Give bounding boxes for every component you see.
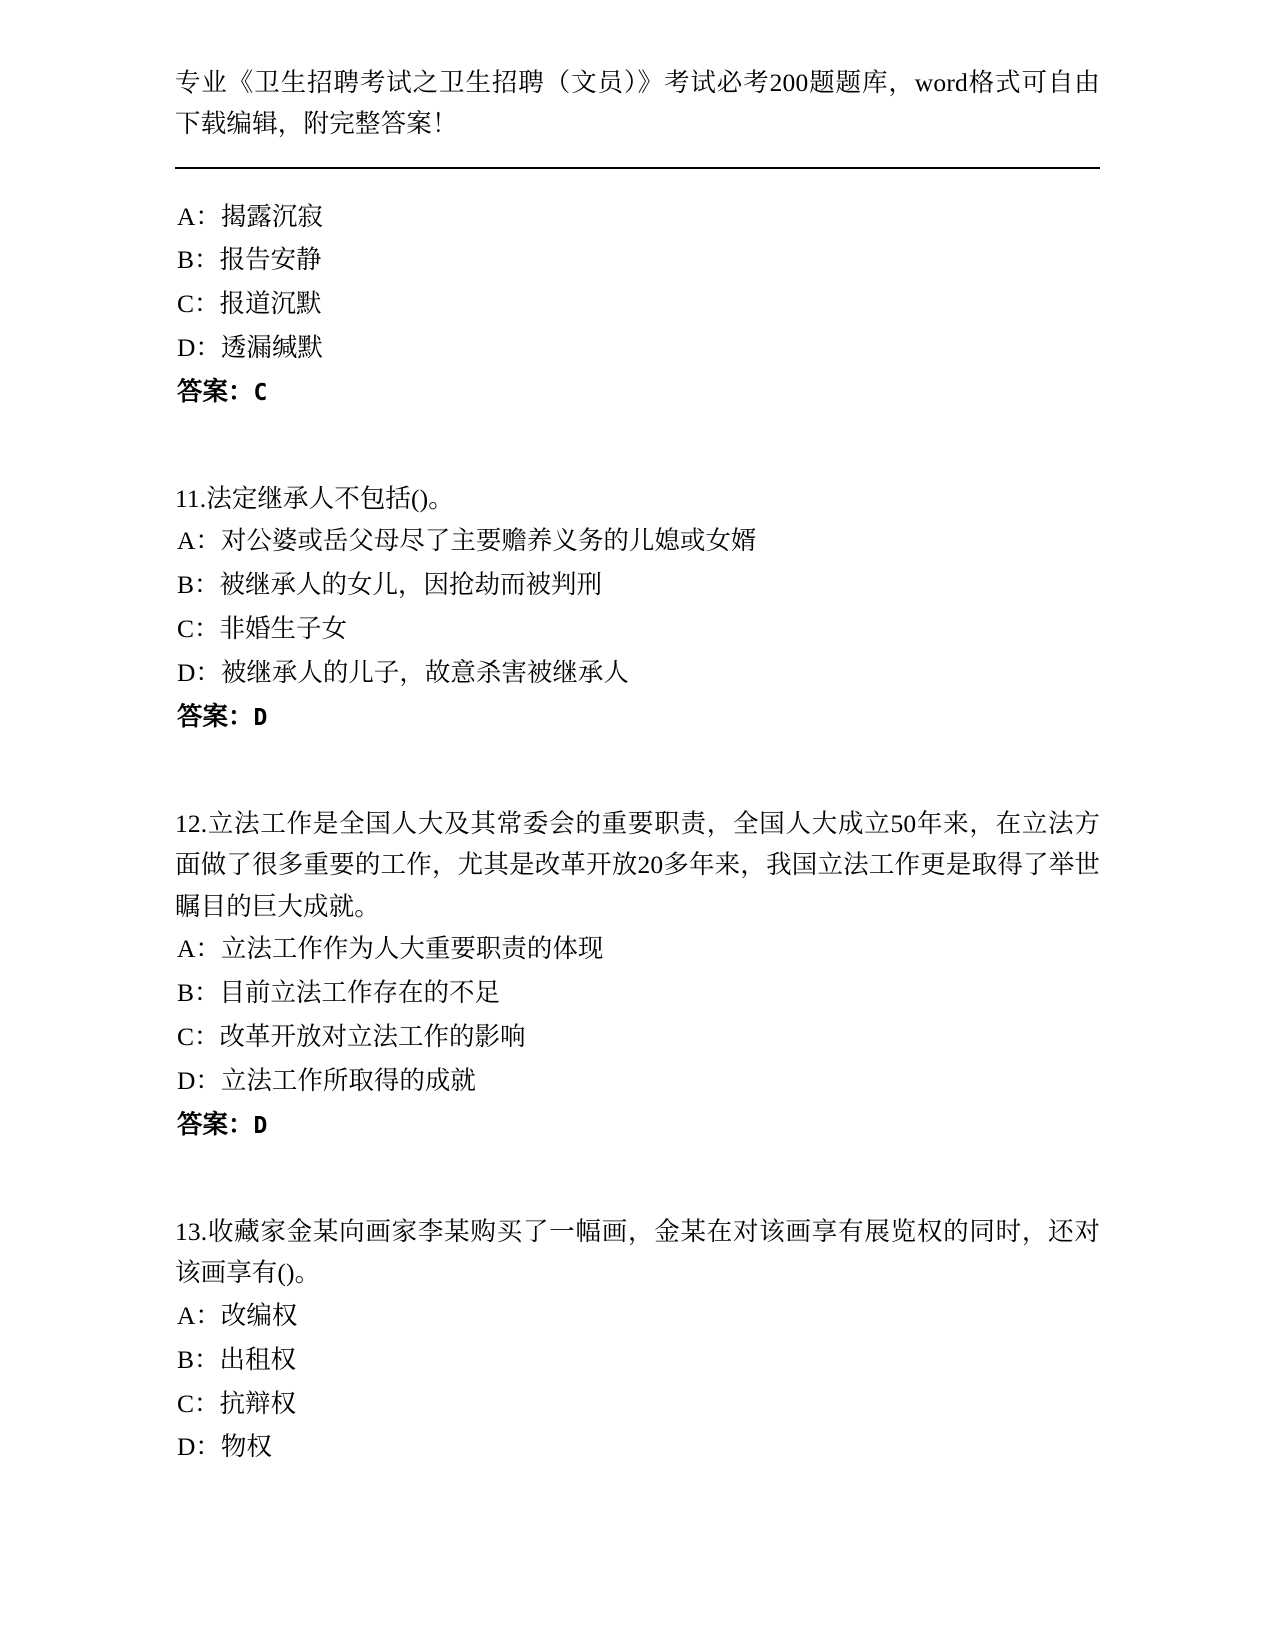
option-a: A：对公婆或岳父母尽了主要赡养义务的儿媳或女婿 (177, 526, 757, 556)
option-d: D：透漏缄默 (177, 333, 323, 363)
option-d: D：立法工作所取得的成就 (177, 1066, 476, 1096)
answer-value: D (253, 1112, 268, 1139)
option-a: A：改编权 (177, 1300, 298, 1330)
answer-label: 答案： (177, 1109, 254, 1139)
option-b: B：目前立法工作存在的不足 (177, 978, 501, 1008)
question-block (175, 803, 1100, 1147)
answer-value: D (253, 704, 268, 731)
option-a: A：揭露沉寂 (177, 201, 323, 231)
option-c: C：抗辩权 (177, 1388, 297, 1418)
option-b: B：被继承人的女儿，因抢劫而被判刑 (177, 570, 603, 600)
question-stem: 12.立法工作是全国人大及其常委会的重要职责，全国人大成立50年来，在立法方面做了很多重要的工作，尤其是改革开放20多年来，我国立法工作更是取得了举世瞩目的巨大成就。 (175, 808, 1100, 921)
answer-value: C (253, 380, 268, 407)
option-b: B：报告安静 (177, 245, 322, 275)
question-stem: 11.法定继承人不包括()。 (175, 483, 454, 513)
option-a: A：立法工作作为人大重要职责的体现 (177, 934, 604, 964)
answer-line (175, 695, 1100, 739)
page-header-text: 专业《卫生招聘考试之卫生招聘（文员）》考试必考200题题库，word格式可自由下载编辑，附完整答案！ (175, 68, 1100, 139)
answer-line (175, 1103, 1100, 1147)
question-block (175, 1211, 1100, 1470)
question-block (175, 478, 1100, 739)
answer-label: 答案： (177, 377, 254, 407)
option-b: B：出租权 (177, 1344, 297, 1374)
question-block (175, 195, 1100, 414)
option-c: C：报道沉默 (177, 289, 322, 319)
answer-label: 答案： (177, 701, 254, 731)
option-c: C：非婚生子女 (177, 614, 348, 644)
option-d: D：物权 (177, 1432, 272, 1462)
option-c: C：改革开放对立法工作的影响 (177, 1022, 526, 1052)
answer-line (175, 370, 1100, 414)
option-d: D：被继承人的儿子，故意杀害被继承人 (177, 658, 629, 688)
question-stem: 13.收藏家金某向画家李某购买了一幅画，金某在对该画享有展览权的同时，还对该画享有()。 (175, 1216, 1100, 1288)
